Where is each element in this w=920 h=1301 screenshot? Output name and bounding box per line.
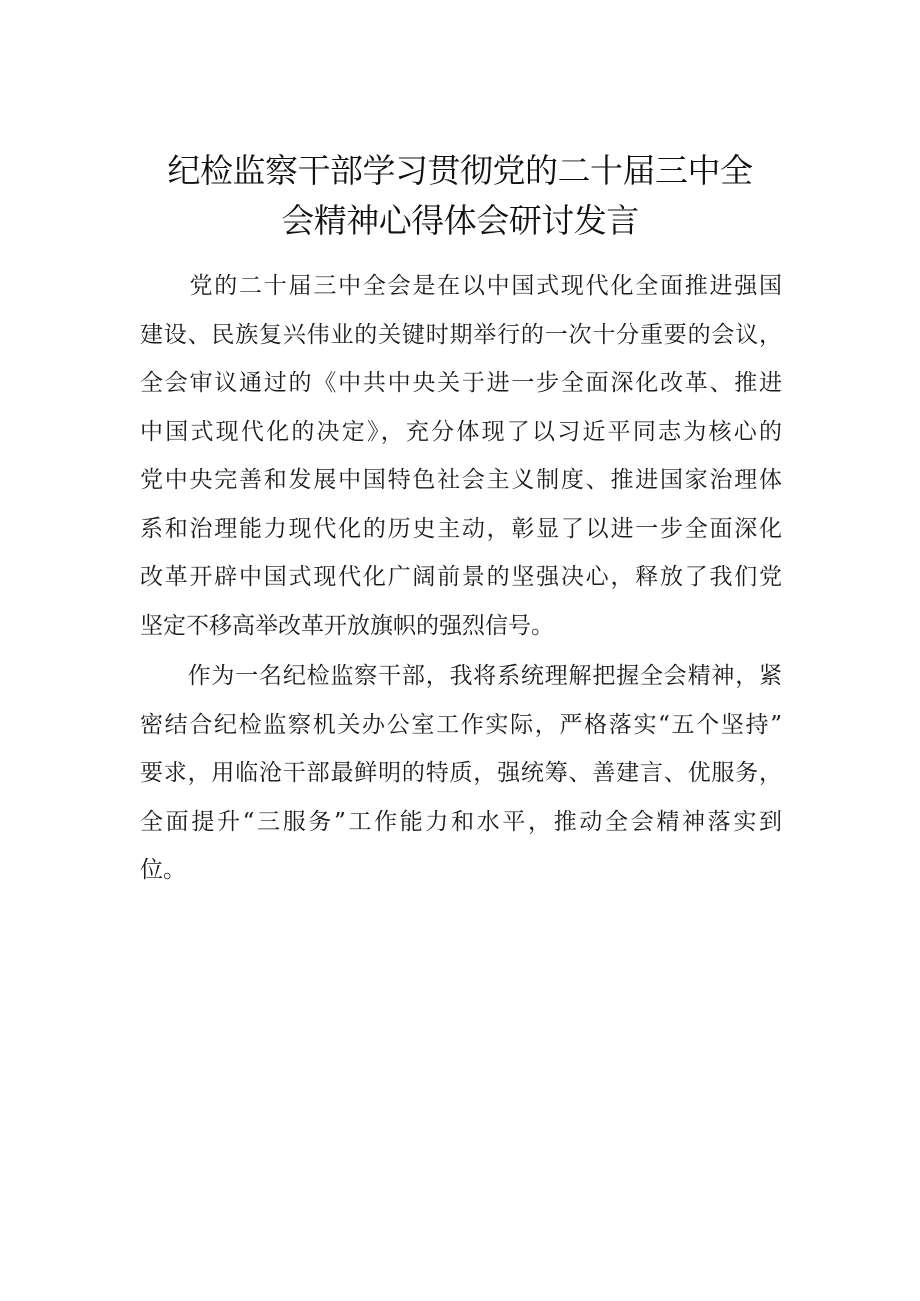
paragraph-line: 党的二十届三中全会是在以中国式现代化全面推进强国 bbox=[140, 273, 782, 299]
paragraph-line: 改革开辟中国式现代化广阔前景的坚强决心，释放了我们党 bbox=[140, 564, 782, 590]
paragraph-line: 密结合纪检监察机关办公室工作实际，严格落实“五个坚持” bbox=[140, 711, 782, 738]
paragraph-line: 坚定不移高举改革开放旗帜的强烈信号。 bbox=[140, 612, 554, 639]
paragraph-line: 中国式现代化的决定》，充分体现了以习近平同志为核心的 bbox=[140, 418, 782, 445]
title-line: 会精神心得体会研讨发言 bbox=[281, 201, 639, 240]
paragraph-line: 作为一名纪检监察干部，我将系统理解把握全会精神，紧 bbox=[140, 663, 782, 689]
document-title bbox=[140, 146, 780, 246]
paragraph-line: 全面提升“三服务”工作能力和水平，推动全会精神落实到 bbox=[140, 808, 782, 835]
paragraph-2 bbox=[140, 652, 782, 895]
paragraph-line: 党中央完善和发展中国特色社会主义制度、推进国家治理体 bbox=[140, 467, 782, 493]
paragraph-line: 位。 bbox=[140, 857, 186, 883]
document-body bbox=[140, 262, 782, 897]
paragraph-line: 全会审议通过的《中共中央关于进一步全面深化改革、推进 bbox=[140, 370, 782, 396]
paragraph-1 bbox=[140, 262, 782, 650]
paragraph-line: 建设、民族复兴伟业的关键时期举行的一次十分重要的会议， bbox=[140, 321, 782, 348]
paragraph-line: 要求，用临沧干部最鲜明的特质，强统筹、善建言、优服务， bbox=[140, 760, 782, 786]
paragraph-line: 系和治理能力现代化的历史主动，彰显了以进一步全面深化 bbox=[140, 515, 782, 542]
title-line: 纪检监察干部学习贯彻党的二十届三中全 bbox=[167, 151, 753, 190]
